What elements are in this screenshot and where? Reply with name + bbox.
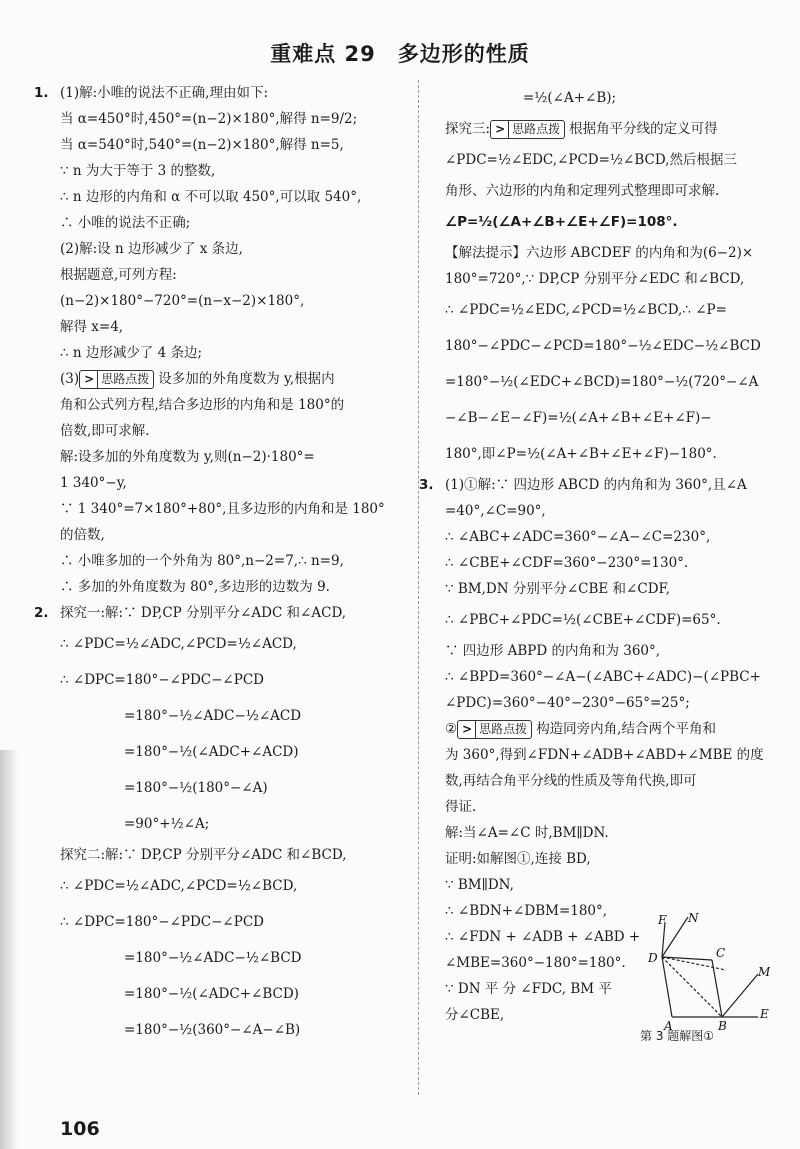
line-text: =180°−½(∠ADC+∠BCD) (124, 986, 299, 1002)
line-text: ∠P=½(∠A+∠B+∠E+∠F)=108°. (445, 214, 678, 230)
line-text: (1)解:小唯的说法不正确,理由如下: (60, 85, 269, 101)
line-text-after: 设多加的外角度数为 y,根据内 (158, 371, 335, 387)
text-line (445, 524, 775, 550)
text-line (60, 366, 405, 392)
column-divider (418, 80, 419, 1095)
text-line (60, 842, 405, 868)
text-line (60, 340, 405, 366)
line-text-after: 根据角平分线的定义可得 (569, 121, 718, 137)
line-text: ∴ ∠DPC=180°−∠PDC−∠PCD (60, 914, 264, 930)
chevron-right-icon: > (84, 371, 98, 388)
line-text: 180°=720°,∵ DP,CP 分别平分∠EDC 和∠BCD, (445, 271, 745, 287)
line-text: 180°−∠PDC−∠PCD=180°−½∠EDC−½∠BCD (445, 338, 761, 354)
line-text: 探究一:解:∵ DP,CP 分别平分∠ADC 和∠ACD, (60, 605, 347, 621)
text-line (445, 550, 775, 576)
figure-caption: 第 3 题解图① (640, 1029, 715, 1043)
line-text: ∴ ∠BDN+∠DBM=180°, (445, 903, 608, 919)
text-line (60, 522, 405, 548)
geometry-figure (640, 912, 770, 1042)
line-text: 证明:如解图①,连接 BD, (445, 851, 591, 867)
text-line (445, 400, 775, 436)
line-text: ∴ 多加的外角度数为 80°,多边形的边数为 9. (60, 579, 330, 595)
text-line (445, 266, 775, 292)
text-line (445, 794, 775, 820)
line-text: ∴ ∠CBE+∠CDF=360°−230°=130°. (445, 555, 689, 571)
text-line (60, 314, 405, 340)
text-line (60, 418, 405, 444)
fig-label-N: N (688, 912, 699, 925)
line-text: ∴ ∠PDC=½∠EDC,∠PCD=½∠BCD,∴ ∠P= (445, 302, 727, 318)
text-line (60, 392, 405, 418)
tip-label: 思路点拨 (101, 372, 150, 386)
line-text: =180°−½(∠EDC+∠BCD)=180°−½(720°−∠A (445, 374, 759, 390)
text-line (60, 574, 405, 600)
line-text: ∵ BM,DN 分别平分∠CBE 和∠CDF, (445, 581, 671, 597)
line-text: 数,再结合角平分线的性质及等角代换,即可 (445, 773, 697, 789)
text-line (445, 820, 775, 846)
fig-label-D: D (648, 951, 658, 965)
left-column (34, 80, 405, 1048)
text-line (60, 210, 405, 236)
text-line (60, 868, 405, 904)
line-text: =180°−½∠ADC−½∠ACD (124, 708, 302, 724)
line-text: 解:设多加的外角度数为 y,则(n−2)·180°= (60, 449, 315, 465)
line-text: 探究三: (445, 121, 491, 137)
line-text: ∵ DN 平 分 ∠FDC, BM 平 (445, 981, 612, 997)
line-text: 1 340°−y, (60, 475, 127, 491)
line-text: =180°−½(360°−∠A−∠B) (124, 1022, 301, 1038)
text-line (445, 846, 775, 872)
text-line (445, 638, 775, 664)
line-text: ∴ ∠DPC=180°−∠PDC−∠PCD (60, 672, 264, 688)
text-line (60, 184, 405, 210)
text-line (60, 698, 405, 734)
line-text-after: 构造同旁内角,结合两个平角和 (536, 721, 716, 737)
fig-label-F: F (658, 913, 667, 927)
text-line (60, 132, 405, 158)
text-line (34, 600, 405, 626)
line-text: ∴ ∠ABC+∠ADC=360°−∠A−∠C=230°, (445, 529, 711, 545)
fig-label-E: E (760, 1007, 769, 1021)
line-text: ∵ n 为大于等于 3 的整数, (60, 163, 216, 179)
text-line (445, 240, 775, 266)
text-line (445, 80, 775, 116)
line-text: =180°−½(∠ADC+∠ACD) (124, 744, 299, 760)
line-text: ∴ n 边形的内角和 α 不可以取 450°,可以取 540°, (60, 189, 362, 205)
text-line (445, 142, 775, 178)
line-text: (1)①解:∵ 四边形 ABCD 的内角和为 360°,且∠A (445, 477, 747, 493)
text-line (60, 976, 405, 1012)
line-text: ∵ 1 340°=7×180°+80°,且多边形的内角和是 180° (60, 501, 385, 517)
line-text: ∴ ∠BPD=360°−∠A−(∠ABC+∠ADC)−(∠PBC+ (445, 669, 761, 685)
line-text: 角形、六边形的内角和定理列式整理即可求解. (445, 183, 720, 199)
text-line (445, 498, 775, 524)
text-line (419, 472, 775, 498)
text-line (60, 236, 405, 262)
line-text: 解:当∠A=∠C 时,BM∥DN. (445, 825, 609, 841)
text-line (445, 364, 775, 400)
line-text: 倍数,即可求解. (60, 423, 150, 439)
fig-label-B: B (718, 1019, 727, 1033)
text-line (445, 204, 775, 240)
line-text: 得证. (445, 799, 477, 815)
line-text: =180°−½∠ADC−½∠BCD (124, 950, 302, 966)
line-text: ∠PDC)=360°−40°−230°−65°=25°; (445, 695, 690, 711)
line-text: ∠MBE=360°−180°=180°. (445, 955, 626, 971)
text-line (445, 872, 775, 898)
page-edge-shadow (0, 750, 18, 1149)
line-text: 当 α=540°时,540°=(n−2)×180°,解得 n=5, (60, 137, 344, 153)
tip-badge (457, 720, 532, 739)
tip-badge (490, 120, 565, 139)
text-line (60, 444, 405, 470)
line-text: ∵ BM∥DN, (445, 877, 514, 893)
text-line (445, 576, 775, 602)
text-line (60, 904, 405, 940)
text-line (60, 288, 405, 314)
line-text: ∴ ∠PBC+∠PDC=½(∠CBE+∠CDF)=65°. (445, 612, 721, 628)
tip-badge (79, 370, 154, 389)
text-line (445, 716, 775, 742)
fig-line-DF (662, 922, 665, 957)
text-line (445, 742, 775, 768)
line-text: 根据题意,可列方程: (60, 267, 177, 283)
chevron-right-icon: > (462, 721, 476, 738)
line-text: 的倍数, (60, 527, 105, 543)
line-text: ∴ 小唯的说法不正确; (60, 215, 191, 231)
tip-label: 思路点拨 (512, 122, 561, 136)
text-line (445, 328, 775, 364)
line-text: =180°−½(180°−∠A) (124, 780, 268, 796)
line-text: 分∠CBE, (445, 1007, 505, 1023)
text-line (445, 664, 775, 690)
line-text: ∵ 四边形 ABPD 的内角和为 360°, (445, 643, 661, 659)
line-text: ∠PDC=½∠EDC,∠PCD=½∠BCD,然后根据三 (445, 152, 737, 168)
line-text: (3) (60, 371, 80, 387)
text-line (445, 116, 775, 142)
line-text: =40°,∠C=90°, (445, 503, 546, 519)
line-text: 探究二:解:∵ DP,CP 分别平分∠ADC 和∠BCD, (60, 847, 347, 863)
text-line (60, 496, 405, 522)
line-text: =½(∠A+∠B); (523, 90, 617, 106)
line-text: (n−2)×180°−720°=(n−x−2)×180°, (60, 293, 305, 309)
text-line (60, 770, 405, 806)
fig-label-C: C (716, 946, 726, 960)
line-text: =90°+½∠A; (124, 816, 210, 832)
line-text: 为 360°,得到∠FDN+∠ADB+∠ABD+∠MBE 的度 (445, 747, 764, 763)
text-line (60, 1012, 405, 1048)
line-text: ② (445, 721, 458, 737)
text-line (60, 470, 405, 496)
text-line (445, 690, 775, 716)
text-line (60, 626, 405, 662)
text-line (445, 292, 775, 328)
line-text: ∴ n 边形减少了 4 条边; (60, 345, 203, 361)
chevron-right-icon: > (495, 121, 509, 138)
text-line (60, 940, 405, 976)
page-title: 重难点 29 多边形的性质 (270, 42, 530, 66)
line-text: 解得 x=4, (60, 319, 124, 335)
tip-label: 思路点拨 (479, 722, 528, 736)
text-line (60, 262, 405, 288)
question-number: 2. (34, 605, 49, 621)
line-text: (2)解:设 n 边形减少了 x 条边, (60, 241, 243, 257)
line-text: 当 α=450°时,450°=(n−2)×180°,解得 n=9/2; (60, 111, 358, 127)
fig-label-A: A (664, 1019, 673, 1033)
line-text: ∴ ∠FDN + ∠ADB + ∠ABD + (445, 929, 641, 945)
fig-label-M: M (758, 965, 770, 979)
line-text: 【解法提示】六边形 ABCDEF 的内角和为(6−2)× (445, 245, 754, 261)
line-text: 180°,即∠P=½(∠A+∠B+∠E+∠F)−180°. (445, 446, 717, 462)
question-number: 1. (34, 85, 49, 101)
text-line (445, 768, 775, 794)
line-text: −∠B−∠E−∠F)=½(∠A+∠B+∠E+∠F)− (445, 410, 712, 426)
text-line (60, 734, 405, 770)
text-line (445, 178, 775, 204)
page-number: 106 (60, 1118, 100, 1140)
text-line (60, 806, 405, 842)
line-text: ∴ ∠PDC=½∠ADC,∠PCD=½∠ACD, (60, 636, 297, 652)
text-line (60, 106, 405, 132)
fig-line-BM (722, 974, 758, 1017)
right-column (419, 80, 775, 1028)
question-number: 3. (419, 477, 434, 493)
line-text: ∴ 小唯多加的一个外角为 80°,n−2=7,∴ n=9, (60, 553, 344, 569)
line-text: 角和公式列方程,结合多边形的内角和是 180°的 (60, 397, 345, 413)
text-line (34, 80, 405, 106)
text-line (445, 602, 775, 638)
text-line (60, 548, 405, 574)
text-line (445, 436, 775, 472)
text-line (60, 662, 405, 698)
text-line (60, 158, 405, 184)
line-text: ∴ ∠PDC=½∠ADC,∠PCD=½∠BCD, (60, 878, 298, 894)
